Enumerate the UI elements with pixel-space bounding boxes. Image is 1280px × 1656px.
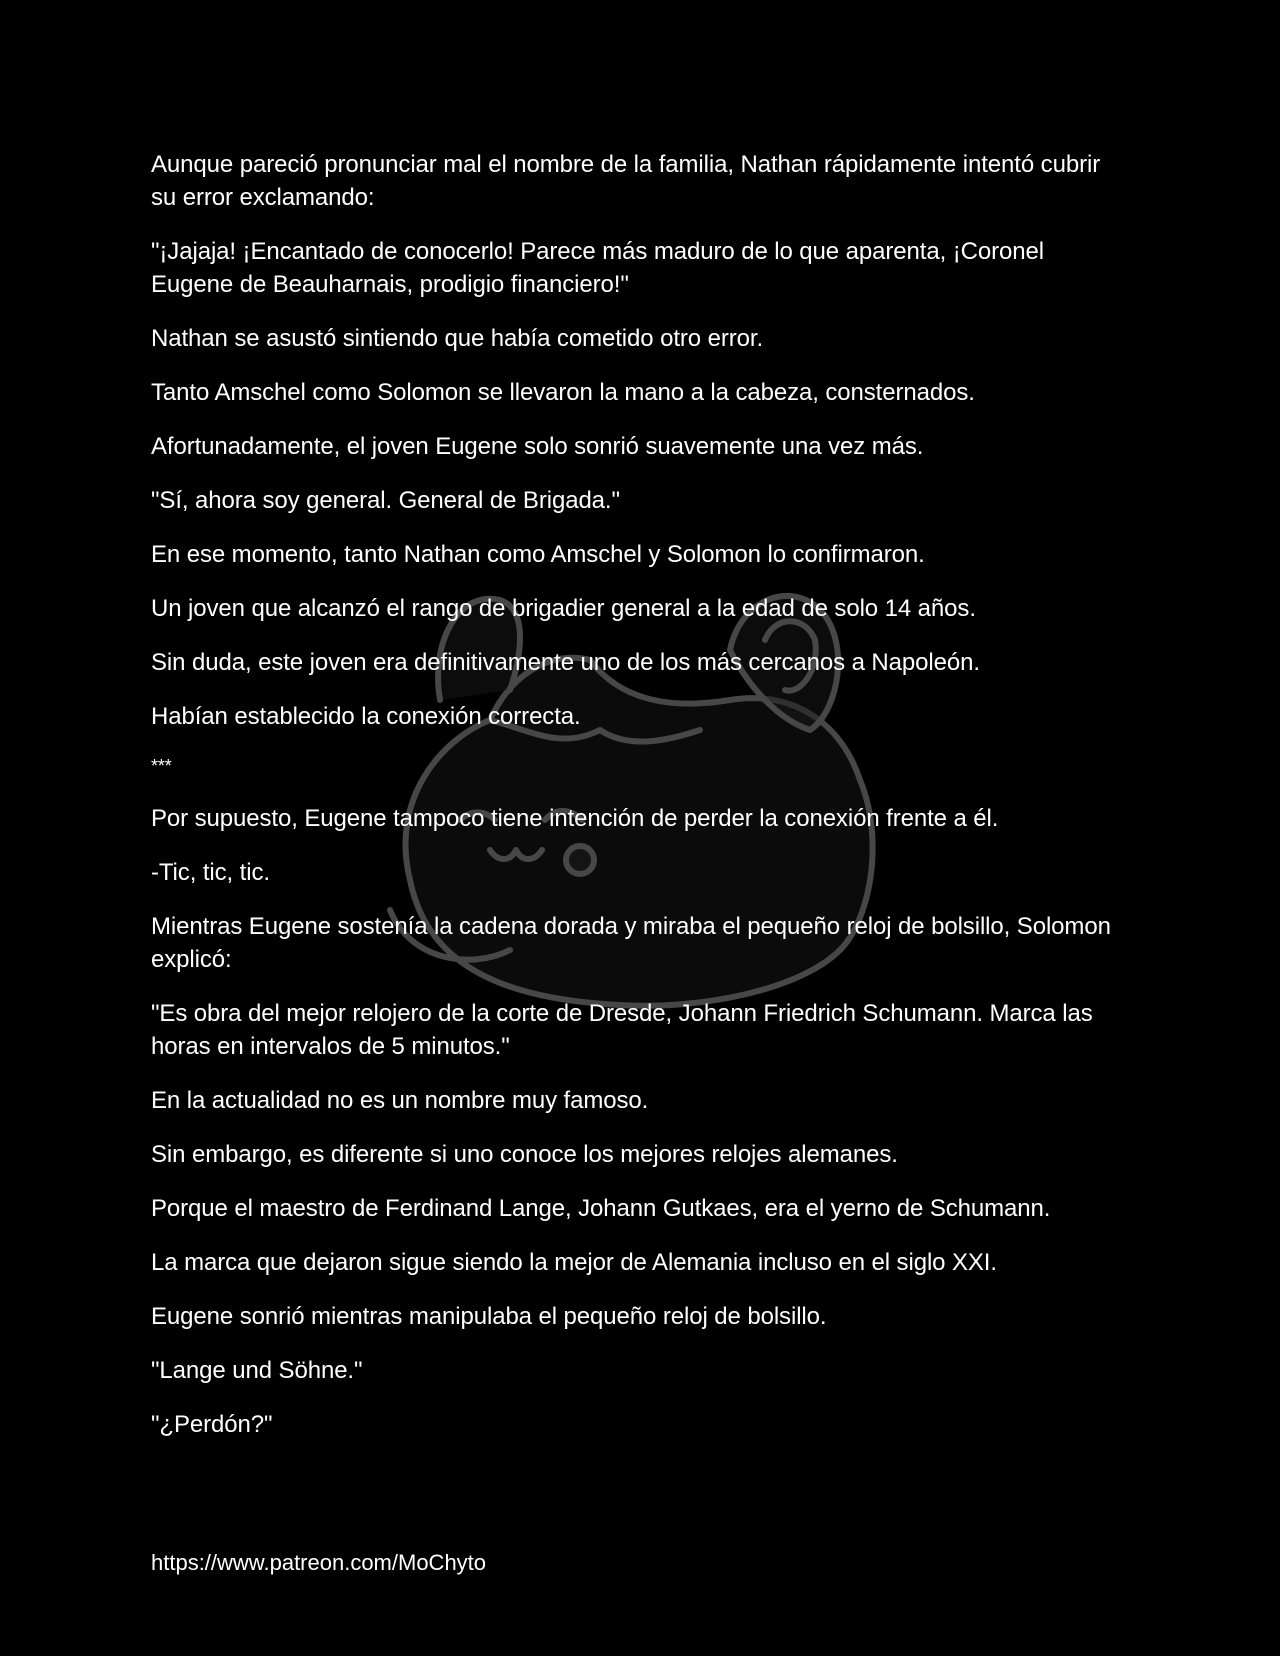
patreon-link[interactable]: https://www.patreon.com/MoChyto: [151, 1550, 487, 1575]
paragraph: "¿Perdón?": [151, 1411, 273, 1438]
paragraph: Porque el maestro de Ferdinand Lange, Johann Gutkaes, era el yerno de Schumann.: [151, 1195, 1051, 1222]
paragraph: Nathan se asustó sintiendo que había cometido otro error.: [151, 325, 764, 352]
paragraph: Tanto Amschel como Solomon se llevaron la mano a la cabeza, consternados.: [151, 379, 975, 406]
paragraph: Sin embargo, es diferente si uno conoce los mejores relojes alemanes.: [151, 1141, 898, 1168]
paragraph: Mientras Eugene sostenía la cadena dorada y miraba el pequeño reloj de bolsillo, Solomon explicó:: [151, 913, 1111, 973]
paragraph: Afortunadamente, el joven Eugene solo sonrió suavemente una vez más.: [151, 433, 924, 460]
paragraph: -Tic, tic, tic.: [151, 859, 270, 886]
paragraph: Sin duda, este joven era definitivamente uno de los más cercanos a Napoleón.: [151, 649, 980, 676]
paragraph: Habían establecido la conexión correcta.: [151, 703, 581, 730]
paragraph: Por supuesto, Eugene tampoco tiene intención de perder la conexión frente a él.: [151, 805, 999, 832]
paragraph: En ese momento, tanto Nathan como Amschel y Solomon lo confirmaron.: [151, 541, 925, 568]
paragraph: Aunque pareció pronunciar mal el nombre de la familia, Nathan rápidamente intentó cubrir su error exclamando:: [151, 151, 1101, 211]
section-separator: ***: [151, 756, 172, 776]
paragraph: Un joven que alcanzó el rango de brigadier general a la edad de solo 14 años.: [151, 595, 976, 622]
paragraph: "Sí, ahora soy general. General de Brigada.": [151, 487, 620, 514]
document-body: [151, 148, 1131, 1462]
paragraph: "Es obra del mejor relojero de la corte de Dresde, Johann Friedrich Schumann. Marca las horas en intervalos de 5 minutos.": [151, 1000, 1093, 1060]
paragraph: En la actualidad no es un nombre muy famoso.: [151, 1087, 649, 1114]
paragraph: Eugene sonrió mientras manipulaba el pequeño reloj de bolsillo.: [151, 1303, 827, 1330]
paragraph: La marca que dejaron sigue siendo la mejor de Alemania incluso en el siglo XXI.: [151, 1249, 997, 1276]
paragraph: "¡Jajaja! ¡Encantado de conocerlo! Parece más maduro de lo que aparenta, ¡Coronel Eugene de Beauharnais, prodigio financiero!": [151, 238, 1044, 298]
paragraph: "Lange und Söhne.": [151, 1357, 363, 1384]
